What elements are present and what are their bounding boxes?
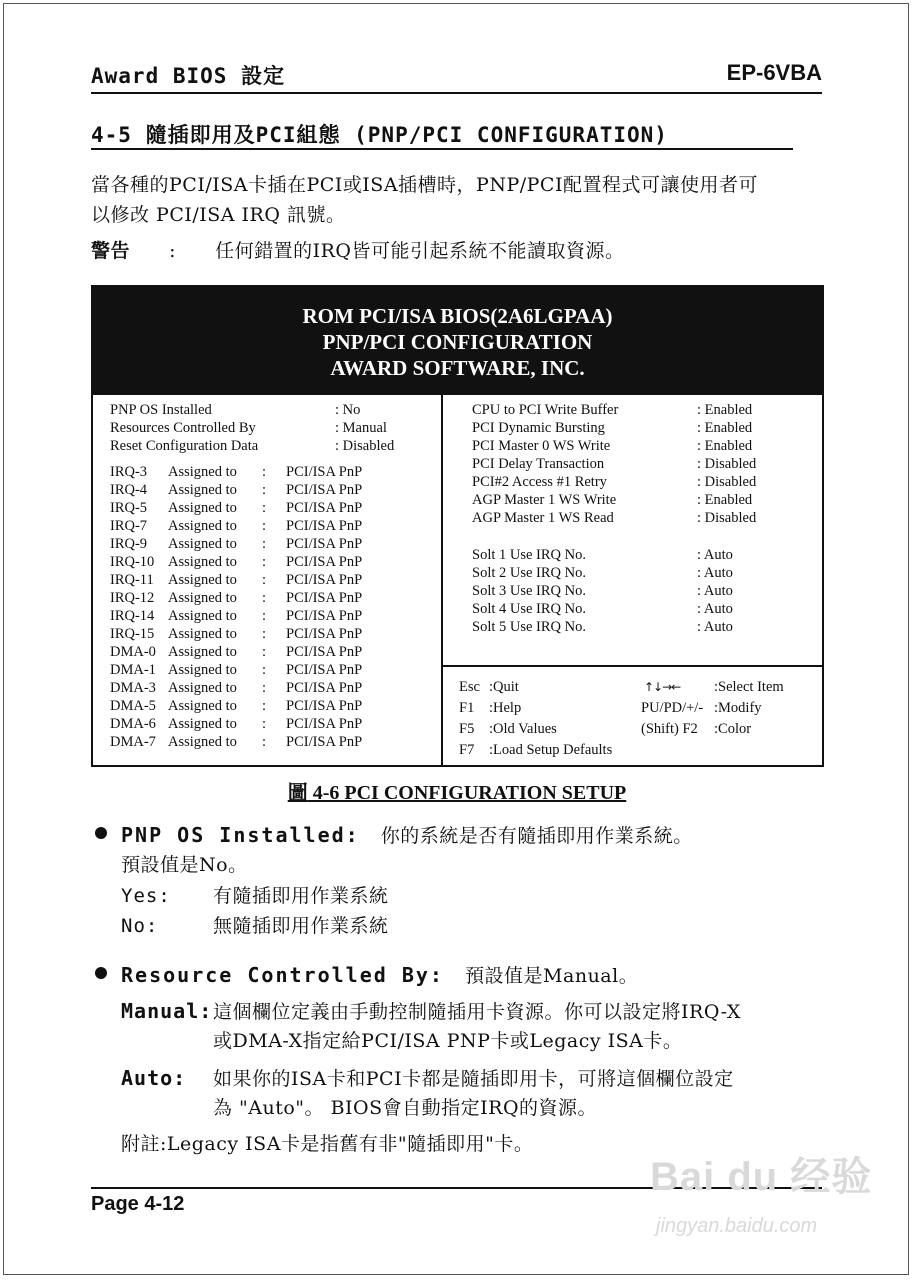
setting-label: CPU to PCI Write Buffer xyxy=(472,402,619,418)
assignment-value: PCI/ISA PnP xyxy=(286,716,363,732)
assignment-row[interactable] xyxy=(110,661,430,679)
slot-row[interactable] xyxy=(472,546,812,564)
setting-value: : No xyxy=(335,402,361,418)
assignment-value: PCI/ISA PnP xyxy=(286,644,363,660)
setting-row[interactable] xyxy=(472,401,812,419)
setting-value: : Manual xyxy=(335,420,387,436)
setting-row[interactable] xyxy=(472,491,812,509)
section-rule xyxy=(91,148,793,150)
setting-label: PCI Dynamic Bursting xyxy=(472,420,605,436)
pnp-title: PNP OS Installed: xyxy=(121,823,360,847)
assignment-label: Assigned to xyxy=(168,644,237,660)
setting-label: Resources Controlled By xyxy=(110,420,256,436)
assignment-row[interactable] xyxy=(110,589,430,607)
key-row-2 xyxy=(459,698,819,719)
key-row-4 xyxy=(459,740,819,761)
setting-value: : Disabled xyxy=(697,456,757,472)
key-f5: F5 xyxy=(459,721,475,737)
bullet-icon xyxy=(95,827,107,839)
assignment-value: PCI/ISA PnP xyxy=(286,572,363,588)
pnp-opt-yes-key: Yes: xyxy=(121,885,171,907)
assignment-row[interactable] xyxy=(110,517,430,535)
assignment-row[interactable] xyxy=(110,463,430,481)
warning-sep: : xyxy=(169,240,177,262)
header-right: EP-6VBA xyxy=(726,60,822,85)
assignment-name: DMA-0 xyxy=(110,644,156,660)
assignment-row[interactable] xyxy=(110,679,430,697)
key-f7-desc: :Load Setup Defaults xyxy=(489,742,613,758)
assignment-row[interactable] xyxy=(110,535,430,553)
setting-value: : Enabled xyxy=(697,492,753,508)
resource-item xyxy=(121,960,638,991)
manual-line-1: 這個欄位定義由手動控制隨插用卡資源。你可以設定將IRQ-X xyxy=(213,1001,741,1023)
assignment-row[interactable] xyxy=(110,697,430,715)
assignment-row[interactable] xyxy=(110,481,430,499)
bios-title-1: ROM PCI/ISA BIOS(2A6LGPAA) xyxy=(302,304,613,328)
bullet-icon xyxy=(95,967,107,979)
setting-row[interactable] xyxy=(472,455,812,473)
watermark-brand: Bai du 经验 xyxy=(650,1155,873,1199)
bios-screen xyxy=(91,285,824,767)
setting-value: : Enabled xyxy=(697,438,753,454)
assignment-value: PCI/ISA PnP xyxy=(286,590,363,606)
page-number: Page 4-12 xyxy=(91,1193,185,1215)
key-modify-desc: :Modify xyxy=(714,700,762,716)
assignment-row[interactable] xyxy=(110,715,430,733)
assignment-colon: : xyxy=(262,734,267,750)
assignment-name: IRQ-5 xyxy=(110,500,148,516)
assignment-label: Assigned to xyxy=(168,608,237,624)
setting-value: : Disabled xyxy=(335,438,395,454)
assignment-name: IRQ-9 xyxy=(110,536,148,552)
assignment-colon: : xyxy=(262,518,267,534)
assignment-row[interactable] xyxy=(110,499,430,517)
assignment-value: PCI/ISA PnP xyxy=(286,680,363,696)
assignment-colon: : xyxy=(262,644,267,660)
auto-key: Auto: xyxy=(121,1066,187,1090)
setting-label: Reset Configuration Data xyxy=(110,438,259,454)
assignment-label: Assigned to xyxy=(168,464,237,480)
assignment-colon: : xyxy=(262,500,267,516)
assignment-label: Assigned to xyxy=(168,572,237,588)
caption-text: 4-6 PCI CONFIGURATION SETUP xyxy=(307,782,627,804)
resource-desc: 預設值是Manual。 xyxy=(465,965,639,987)
auto-line-1: 如果你的ISA卡和PCI卡都是隨插即用卡，可將這個欄位設定 xyxy=(213,1068,734,1090)
key-f1: F1 xyxy=(459,700,475,716)
assignment-colon: : xyxy=(262,464,267,480)
resource-auto xyxy=(121,1063,734,1094)
resource-manual xyxy=(121,996,741,1027)
slot-label: Solt 2 Use IRQ No. xyxy=(472,565,586,581)
assignment-label: Assigned to xyxy=(168,500,237,516)
pnp-opt-yes xyxy=(121,881,389,911)
assignment-row[interactable] xyxy=(110,625,430,643)
assignment-name: IRQ-7 xyxy=(110,518,148,534)
setting-row[interactable] xyxy=(110,401,430,419)
assignment-value: PCI/ISA PnP xyxy=(286,734,363,750)
intro-line-1: 當各種的PCI/ISA卡插在PCI或ISA插槽時，PNP/PCI配置程式可讓使用者可 xyxy=(91,174,758,196)
key-esc: Esc xyxy=(459,679,480,695)
slot-value: : Auto xyxy=(697,547,733,563)
setting-label: PCI Master 0 WS Write xyxy=(472,438,611,454)
assignment-colon: : xyxy=(262,590,267,606)
setting-value: : Disabled xyxy=(697,510,757,526)
assignment-label: Assigned to xyxy=(168,680,237,696)
assignment-name: DMA-5 xyxy=(110,698,156,714)
caption-prefix: 圖 xyxy=(287,782,308,804)
slot-label: Solt 3 Use IRQ No. xyxy=(472,583,586,599)
assignment-value: PCI/ISA PnP xyxy=(286,626,363,642)
section-title: 4-5 隨插即用及PCI組態 (PNP/PCI CONFIGURATION) xyxy=(91,123,668,147)
assignment-colon: : xyxy=(262,554,267,570)
slot-row[interactable] xyxy=(472,600,812,618)
bios-vertical-divider xyxy=(441,395,443,765)
arrow-keys-icon: ↑↓→← xyxy=(644,680,681,694)
header-left: Award BIOS 設定 xyxy=(91,64,286,88)
manual-line-2: 或DMA-X指定給PCI/ISA PNP卡或Legacy ISA卡。 xyxy=(213,1030,683,1052)
slot-value: : Auto xyxy=(697,601,733,617)
auto-line-2: 為 "Auto"。 BIOS會自動指定IRQ的資源。 xyxy=(213,1097,598,1119)
assignment-label: Assigned to xyxy=(168,716,237,732)
assignment-name: DMA-6 xyxy=(110,716,156,732)
assignment-row[interactable] xyxy=(110,553,430,571)
key-f5-desc: :Old Values xyxy=(489,721,557,737)
watermark xyxy=(650,1145,873,1237)
assignment-colon: : xyxy=(262,626,267,642)
setting-row[interactable] xyxy=(110,419,430,437)
assignment-value: PCI/ISA PnP xyxy=(286,518,363,534)
slot-row[interactable] xyxy=(472,618,812,636)
assignment-value: PCI/ISA PnP xyxy=(286,662,363,678)
key-select-desc: :Select Item xyxy=(714,679,784,695)
assignment-row[interactable] xyxy=(110,571,430,589)
assignment-label: Assigned to xyxy=(168,698,237,714)
bios-horizontal-divider xyxy=(441,665,822,667)
assignment-colon: : xyxy=(262,536,267,552)
setting-label: PNP OS Installed xyxy=(110,402,212,418)
intro-line-2: 以修改 PCI/ISA IRQ 訊號。 xyxy=(91,204,346,226)
assignment-value: PCI/ISA PnP xyxy=(286,698,363,714)
pnp-default: 預設值是No。 xyxy=(121,854,248,876)
setting-value: : Disabled xyxy=(697,474,757,490)
assignment-name: IRQ-10 xyxy=(110,554,155,570)
warning-label: 警告 xyxy=(91,240,131,262)
slot-row[interactable] xyxy=(472,582,812,600)
resource-title: Resource Controlled By: xyxy=(121,963,444,987)
warning-text: 任何錯置的IRQ皆可能引起系統不能讀取資源。 xyxy=(215,240,625,262)
pnp-opt-no-key: No: xyxy=(121,915,159,937)
slot-label: Solt 4 Use IRQ No. xyxy=(472,601,586,617)
assignment-colon: : xyxy=(262,680,267,696)
assignment-value: PCI/ISA PnP xyxy=(286,536,363,552)
setting-value: : Enabled xyxy=(697,402,753,418)
key-pupd: PU/PD/+/- xyxy=(641,700,704,716)
assignment-name: DMA-1 xyxy=(110,662,156,678)
slot-value: : Auto xyxy=(697,583,733,599)
assignment-label: Assigned to xyxy=(168,626,237,642)
setting-row[interactable] xyxy=(472,473,812,491)
assignment-label: Assigned to xyxy=(168,734,237,750)
slot-label: Solt 5 Use IRQ No. xyxy=(472,619,586,635)
assignment-name: DMA-3 xyxy=(110,680,156,696)
assignment-label: Assigned to xyxy=(168,536,237,552)
assignment-colon: : xyxy=(262,716,267,732)
bios-title-2: PNP/PCI CONFIGURATION xyxy=(322,330,593,354)
slot-label: Solt 1 Use IRQ No. xyxy=(472,547,586,563)
assignment-value: PCI/ISA PnP xyxy=(286,482,363,498)
assignment-name: DMA-7 xyxy=(110,734,156,750)
assignment-colon: : xyxy=(262,698,267,714)
pnp-item xyxy=(121,820,693,851)
setting-row[interactable] xyxy=(110,437,430,455)
key-f7: F7 xyxy=(459,742,475,758)
key-color-desc: :Color xyxy=(714,721,752,737)
slot-value: : Auto xyxy=(697,565,733,581)
setting-label: PCI#2 Access #1 Retry xyxy=(472,474,607,490)
assignment-value: PCI/ISA PnP xyxy=(286,500,363,516)
resource-note: 附註:Legacy ISA卡是指舊有非"隨插即用"卡。 xyxy=(121,1133,534,1155)
assignment-label: Assigned to xyxy=(168,554,237,570)
assignment-value: PCI/ISA PnP xyxy=(286,608,363,624)
setting-row[interactable] xyxy=(472,509,812,527)
pnp-desc: 你的系統是否有隨插即用作業系統。 xyxy=(380,825,693,847)
assignment-colon: : xyxy=(262,662,267,678)
pnp-opt-no xyxy=(121,911,389,941)
assignment-name: IRQ-11 xyxy=(110,572,154,588)
assignment-label: Assigned to xyxy=(168,662,237,678)
key-f1-desc: :Help xyxy=(489,700,522,716)
assignment-value: PCI/ISA PnP xyxy=(286,464,363,480)
setting-label: AGP Master 1 WS Write xyxy=(472,492,617,508)
header-rule xyxy=(91,92,822,94)
assignment-label: Assigned to xyxy=(168,518,237,534)
slot-value: : Auto xyxy=(697,619,733,635)
assignment-row[interactable] xyxy=(110,643,430,661)
assignment-colon: : xyxy=(262,482,267,498)
key-row-1 xyxy=(459,677,819,698)
bios-header xyxy=(93,287,822,395)
key-shift-f2: (Shift) F2 xyxy=(641,721,698,737)
figure-caption xyxy=(0,776,914,805)
pnp-opt-no-val: 無隨插即用作業系統 xyxy=(213,915,389,937)
setting-label: AGP Master 1 WS Read xyxy=(472,510,614,526)
assignment-colon: : xyxy=(262,608,267,624)
assignment-row[interactable] xyxy=(110,733,430,751)
watermark-url: jingyan.baidu.com xyxy=(656,1215,818,1237)
assignment-row[interactable] xyxy=(110,607,430,625)
pnp-opt-yes-val: 有隨插即用作業系統 xyxy=(213,885,389,907)
slot-row[interactable] xyxy=(472,564,812,582)
setting-label: PCI Delay Transaction xyxy=(472,456,605,472)
warning xyxy=(91,236,625,266)
assignment-name: IRQ-15 xyxy=(110,626,155,642)
assignment-name: IRQ-3 xyxy=(110,464,148,480)
assignment-label: Assigned to xyxy=(168,482,237,498)
key-row-3 xyxy=(459,719,819,740)
manual-key: Manual: xyxy=(121,999,213,1023)
assignment-name: IRQ-12 xyxy=(110,590,155,606)
assignment-name: IRQ-14 xyxy=(110,608,155,624)
assignment-value: PCI/ISA PnP xyxy=(286,554,363,570)
setting-row[interactable] xyxy=(472,437,812,455)
bios-title-3: AWARD SOFTWARE, INC. xyxy=(330,356,585,380)
setting-row[interactable] xyxy=(472,419,812,437)
setting-value: : Enabled xyxy=(697,420,753,436)
assignment-label: Assigned to xyxy=(168,590,237,606)
assignment-colon: : xyxy=(262,572,267,588)
key-esc-desc: :Quit xyxy=(489,679,519,695)
assignment-name: IRQ-4 xyxy=(110,482,148,498)
